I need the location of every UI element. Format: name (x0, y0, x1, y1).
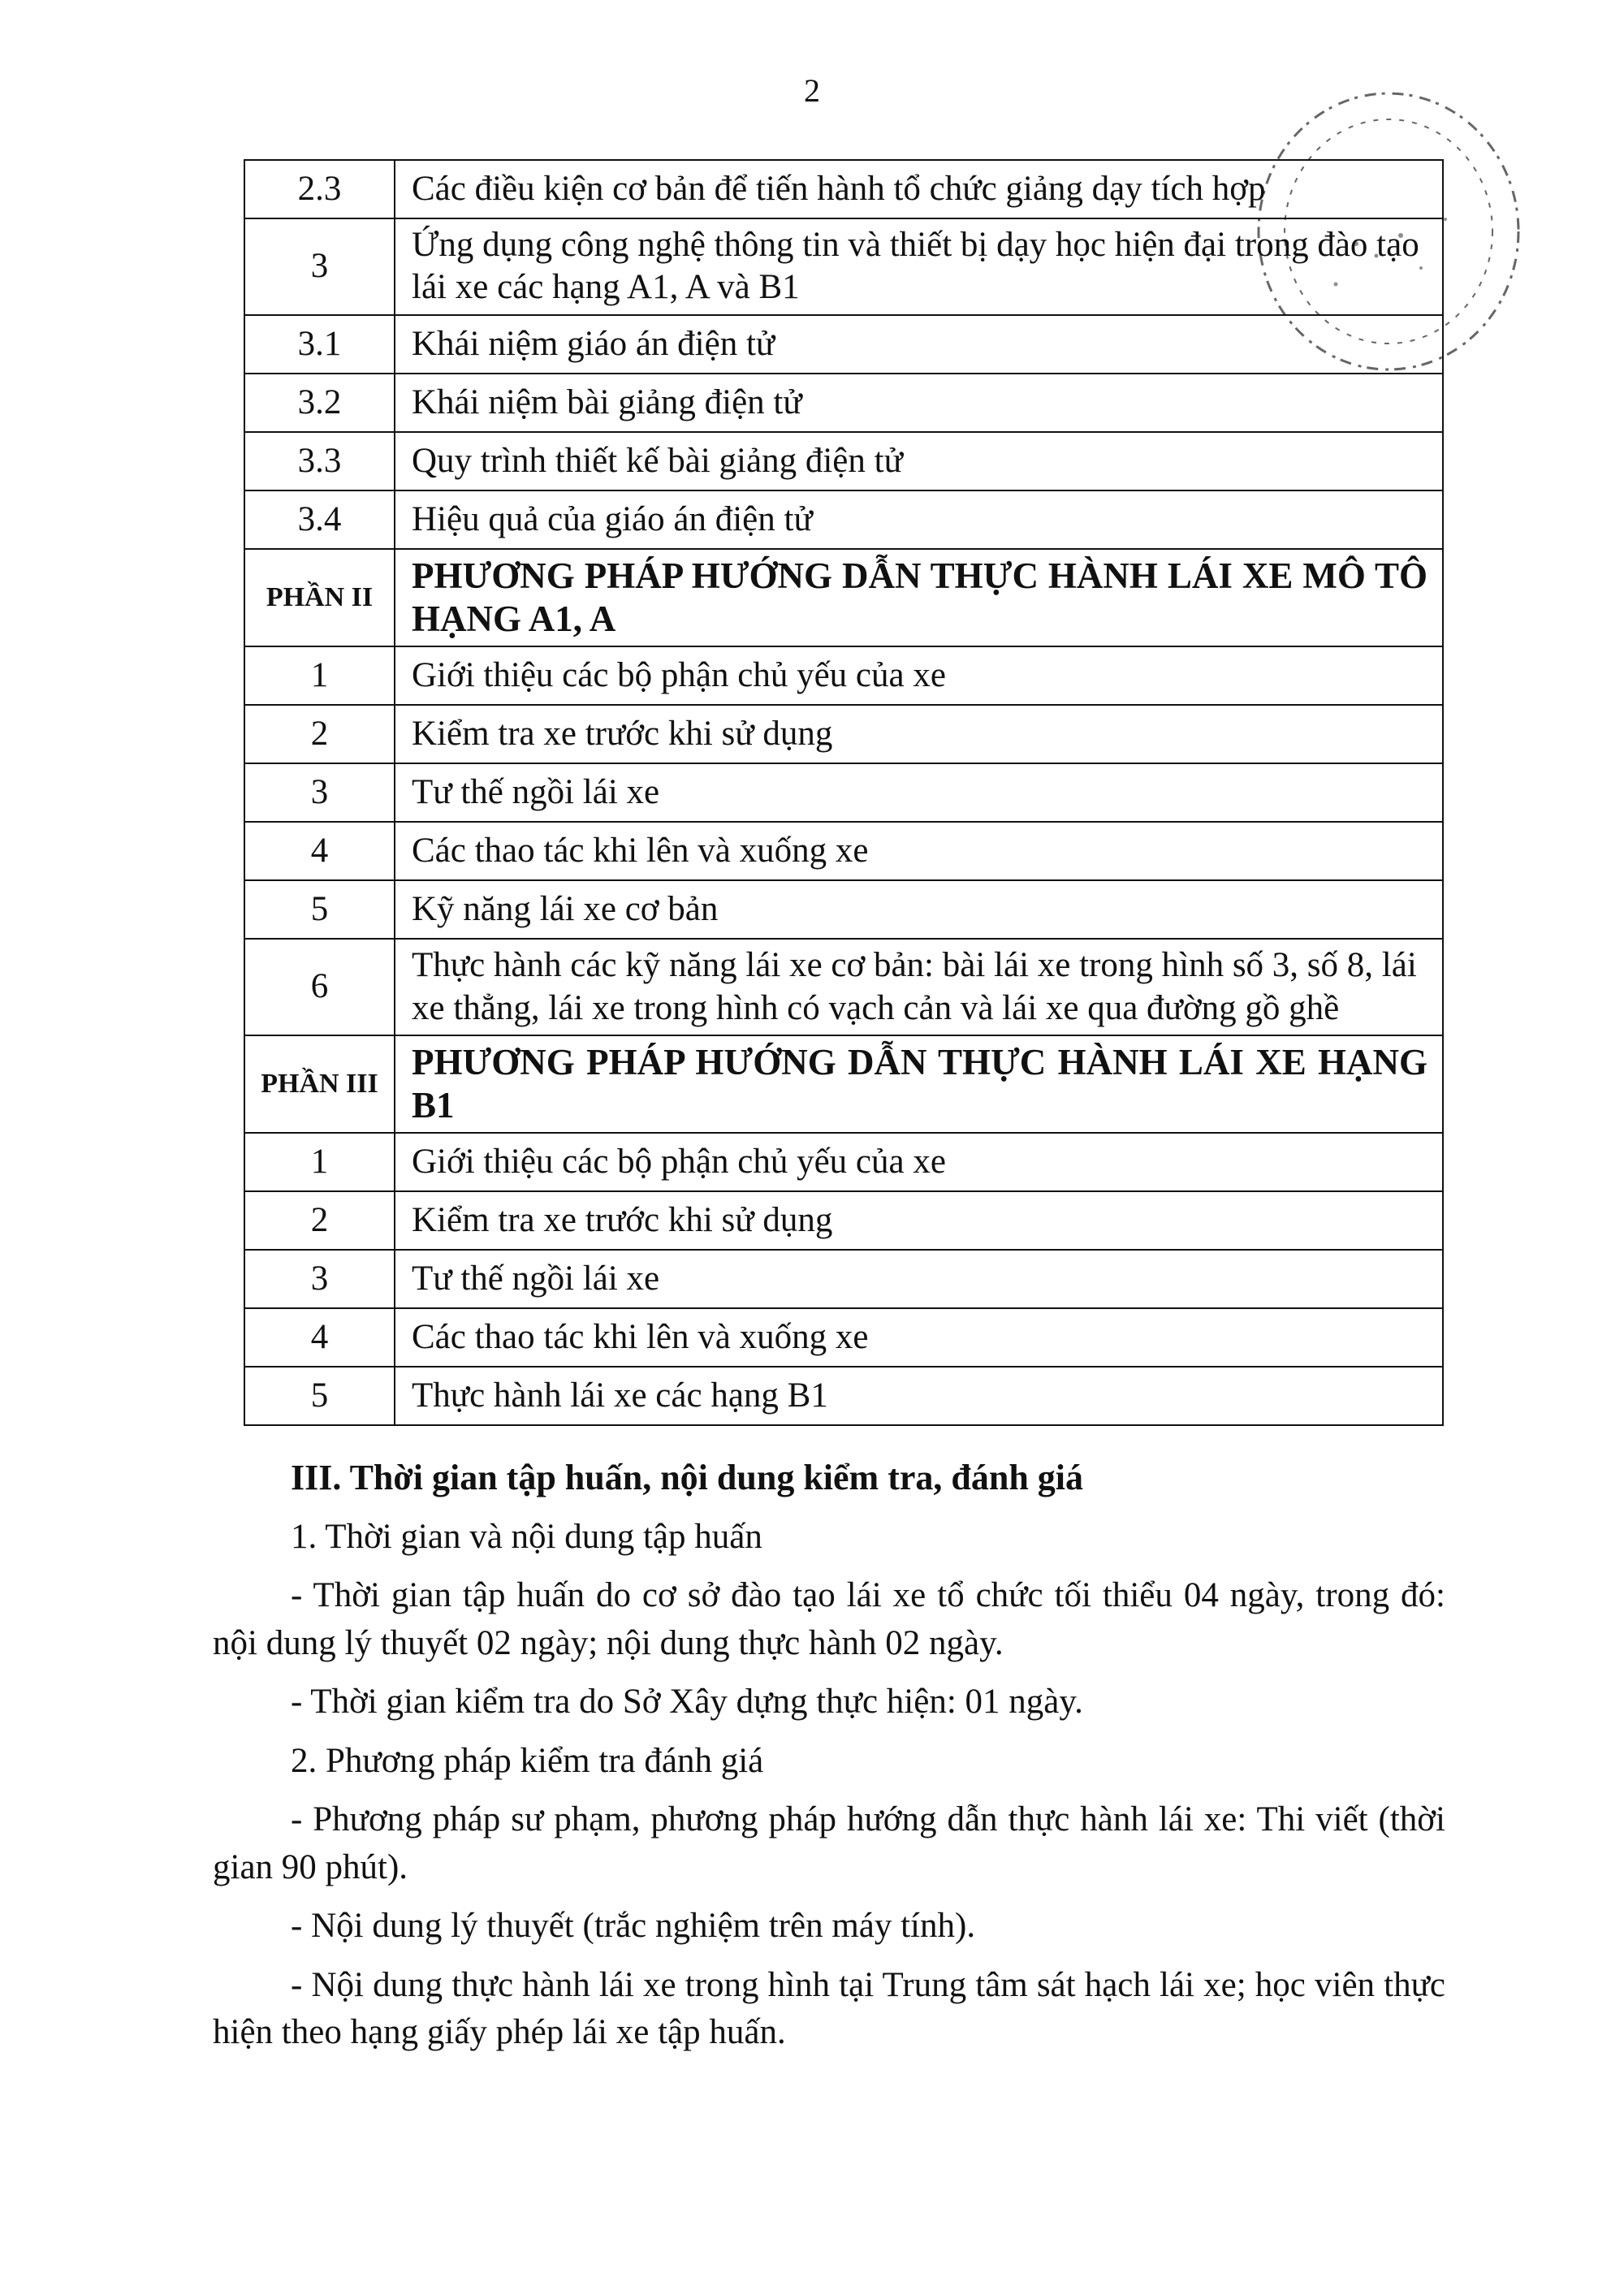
row-number: 3.3 (244, 432, 395, 490)
table-row (244, 218, 1443, 315)
row-number: PHẦN III (244, 1035, 395, 1133)
row-title: Thực hành lái xe các hạng B1 (395, 1367, 1443, 1425)
row-title: Kiểm tra xe trước khi sử dụng (395, 1191, 1443, 1250)
paragraph: - Nội dung lý thuyết (trắc nghiệm trên máy tính). (291, 1907, 976, 1946)
row-number: 1 (244, 646, 395, 705)
table-row (244, 1367, 1443, 1425)
table-row (244, 1250, 1443, 1308)
row-number: 5 (244, 880, 395, 939)
row-number: 2.3 (244, 160, 395, 218)
row-number: 5 (244, 1367, 395, 1425)
row-number: PHẦN II (244, 549, 395, 646)
row-title: Tư thế ngồi lái xe (395, 763, 1443, 822)
section-heading: III. Thời gian tập huấn, nội dung kiểm tra, đánh giá (291, 1458, 1084, 1497)
row-title: Hiệu quả của giáo án điện tử (395, 490, 1443, 549)
row-number: 4 (244, 1308, 395, 1367)
paragraph: - Thời gian kiểm tra do Sở Xây dựng thực hiện: 01 ngày. (291, 1683, 1083, 1722)
row-title: Giới thiệu các bộ phận chủ yếu của xe (395, 646, 1443, 705)
body-text (213, 1454, 1445, 2068)
row-title: Thực hành các kỹ năng lái xe cơ bản: bài lái xe trong hình số 3, số 8, lái xe thẳng, lái xe trong hình có vạch cản và lái xe qua đường gồ ghề (395, 939, 1443, 1035)
paragraph: - Thời gian tập huấn do cơ sở đào tạo lái xe tổ chức tối thiểu 04 ngày, trong đó: nội dung lý thuyết 02 ngày; nội dung thực hành 02 ngày. (213, 1576, 1445, 1662)
row-title: PHƯƠNG PHÁP HƯỚNG DẪN THỰC HÀNH LÁI XE HẠNG B1 (395, 1035, 1443, 1133)
row-title: Giới thiệu các bộ phận chủ yếu của xe (395, 1133, 1443, 1191)
paragraph: 2. Phương pháp kiểm tra đánh giá (291, 1741, 764, 1780)
table-row (244, 490, 1443, 549)
table-row (244, 880, 1443, 939)
row-number: 6 (244, 939, 395, 1035)
table-row (244, 432, 1443, 490)
row-number: 1 (244, 1133, 395, 1191)
table-part-row (244, 549, 1443, 646)
row-number: 3 (244, 218, 395, 315)
table-row (244, 1133, 1443, 1191)
row-title: Khái niệm bài giảng điện tử (395, 374, 1443, 432)
row-number: 2 (244, 1191, 395, 1250)
row-title: PHƯƠNG PHÁP HƯỚNG DẪN THỰC HÀNH LÁI XE MÔ TÔ HẠNG A1, A (395, 549, 1443, 646)
row-title: Kỹ năng lái xe cơ bản (395, 880, 1443, 939)
row-title: Các thao tác khi lên và xuống xe (395, 822, 1443, 880)
row-number: 3 (244, 763, 395, 822)
row-number: 3.2 (244, 374, 395, 432)
table-part-row (244, 1035, 1443, 1133)
table-row (244, 374, 1443, 432)
table-row (244, 822, 1443, 880)
table-row (244, 939, 1443, 1035)
row-title: Các điều kiện cơ bản để tiến hành tổ chức giảng dạy tích hợp (395, 160, 1443, 218)
row-title: Tư thế ngồi lái xe (395, 1250, 1443, 1308)
row-title: Các thao tác khi lên và xuống xe (395, 1308, 1443, 1367)
row-number: 2 (244, 705, 395, 763)
paragraph: 1. Thời gian và nội dung tập huấn (291, 1517, 762, 1556)
paragraph: - Nội dung thực hành lái xe trong hình tại Trung tâm sát hạch lái xe; học viên thực hiện theo hạng giấy phép lái xe tập huấn. (213, 1965, 1445, 2052)
table-row (244, 1308, 1443, 1367)
row-title: Ứng dụng công nghệ thông tin và thiết bị dạy học hiện đại trong đào tạo lái xe các hạng A1, A và B1 (395, 218, 1443, 315)
training-outline-table (244, 159, 1444, 1426)
row-number: 4 (244, 822, 395, 880)
table-row (244, 315, 1443, 374)
row-title: Kiểm tra xe trước khi sử dụng (395, 705, 1443, 763)
row-number: 3.4 (244, 490, 395, 549)
table-row (244, 763, 1443, 822)
row-title: Quy trình thiết kế bài giảng điện tử (395, 432, 1443, 490)
row-number: 3.1 (244, 315, 395, 374)
row-title: Khái niệm giáo án điện tử (395, 315, 1443, 374)
row-number: 3 (244, 1250, 395, 1308)
table-row (244, 705, 1443, 763)
table-row (244, 646, 1443, 705)
table-row (244, 1191, 1443, 1250)
page-number: 2 (804, 72, 820, 109)
paragraph: - Phương pháp sư phạm, phương pháp hướng dẫn thực hành lái xe: Thi viết (thời gian 90 phút). (213, 1800, 1445, 1886)
table-row (244, 160, 1443, 218)
